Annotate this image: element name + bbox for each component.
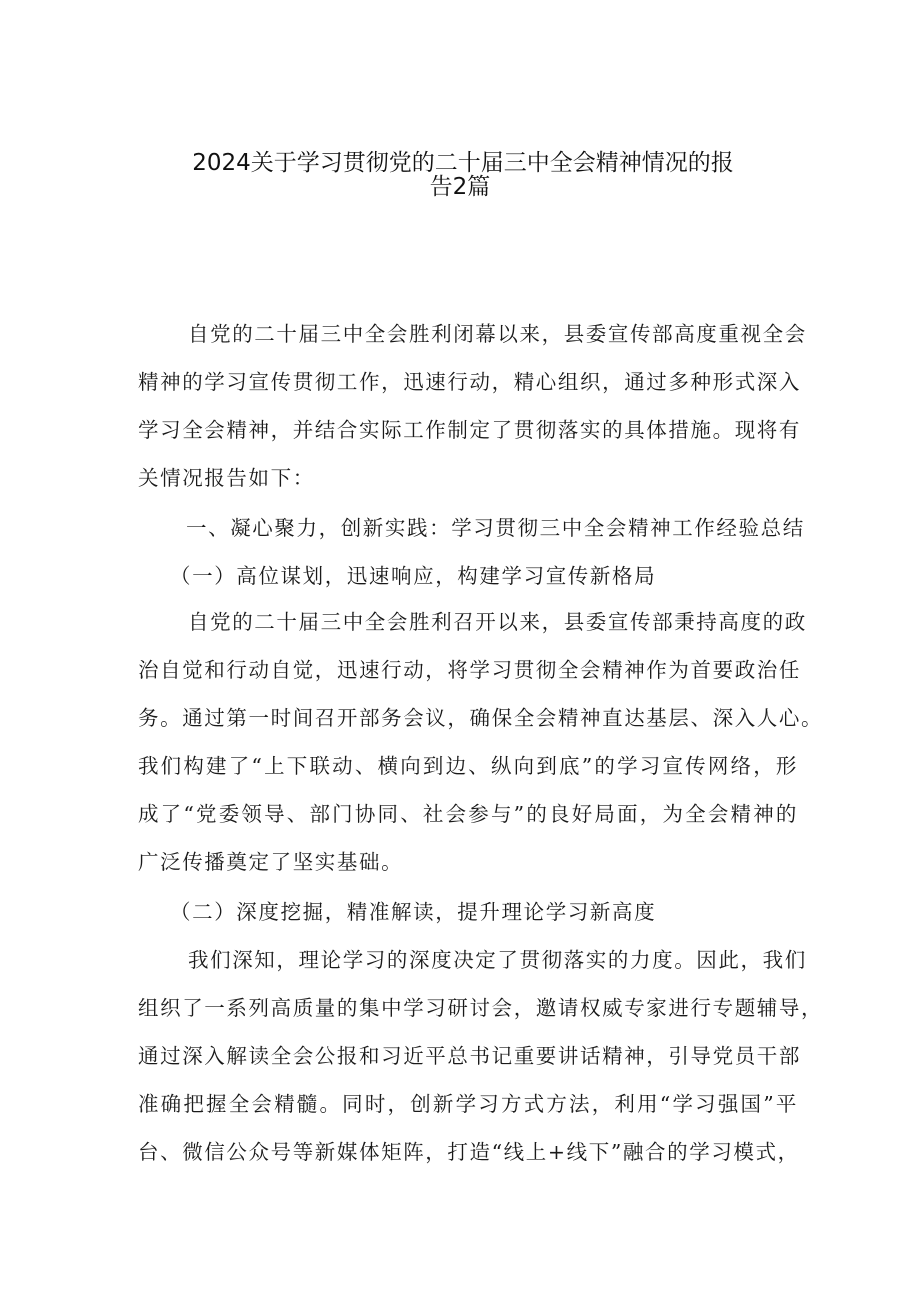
paragraph-2-line-2: 治自觉和行动自觉，迅速行动，将学习贯彻全会精神作为首要政治任 — [138, 658, 801, 682]
paragraph-2-line-1: 自党的二十届三中全会胜利召开以来，县委宣传部秉持高度的政 — [188, 610, 807, 634]
paragraph-1-line-1: 自党的二十届三中全会胜利闭幕以来，县委宣传部高度重视全会 — [188, 322, 807, 346]
paragraph-2-line-4: 我们构建了“上下联动、横向到边、纵向到底”的学习宣传网络，形 — [138, 754, 798, 778]
paragraph-2-line-5: 成了“党委领导、部门协同、社会参与”的良好局面，为全会精神的 — [138, 802, 798, 826]
subheading-1: （一）高位谋划，迅速响应，构建学习宣传新格局 — [170, 564, 657, 588]
paragraph-1-line-3: 学习全会精神，并结合实际工作制定了贯彻落实的具体措施。现将有 — [138, 418, 801, 442]
section-heading-1: 一、凝心聚力，创新实践：学习贯彻三中全会精神工作经验总结 — [186, 516, 805, 540]
document-title-line-2: 告2篇 — [429, 174, 491, 200]
paragraph-1-line-4: 关情况报告如下： — [138, 466, 315, 490]
paragraph-1-line-2: 精神的学习宣传贯彻工作，迅速行动，精心组织，通过多种形式深入 — [138, 370, 801, 394]
paragraph-3-line-1: 我们深知，理论学习的深度决定了贯彻落实的力度。因此，我们 — [188, 948, 807, 972]
paragraph-3-line-4: 准确把握全会精髓。同时，创新学习方式方法，利用“学习强国”平 — [138, 1092, 798, 1116]
paragraph-2-line-3: 务。通过第一时间召开部务会议，确保全会精神直达基层、深入人心。 — [138, 706, 824, 730]
subheading-2: （二）深度挖掘，精准解读，提升理论学习新高度 — [170, 900, 657, 924]
paragraph-3-line-5: 台、微信公众号等新媒体矩阵，打造“线上+线下”融合的学习模式， — [138, 1140, 800, 1164]
document-title-line-1: 2024关于学习贯彻党的二十届三中全会精神情况的报 — [192, 150, 734, 176]
paragraph-3-line-2: 组织了一系列高质量的集中学习研讨会，邀请权威专家进行专题辅导， — [138, 996, 824, 1020]
paragraph-3-line-3: 通过深入解读全会公报和习近平总书记重要讲话精神，引导党员干部 — [138, 1044, 801, 1068]
paragraph-2-line-6: 广泛传播奠定了坚实基础。 — [138, 850, 404, 874]
